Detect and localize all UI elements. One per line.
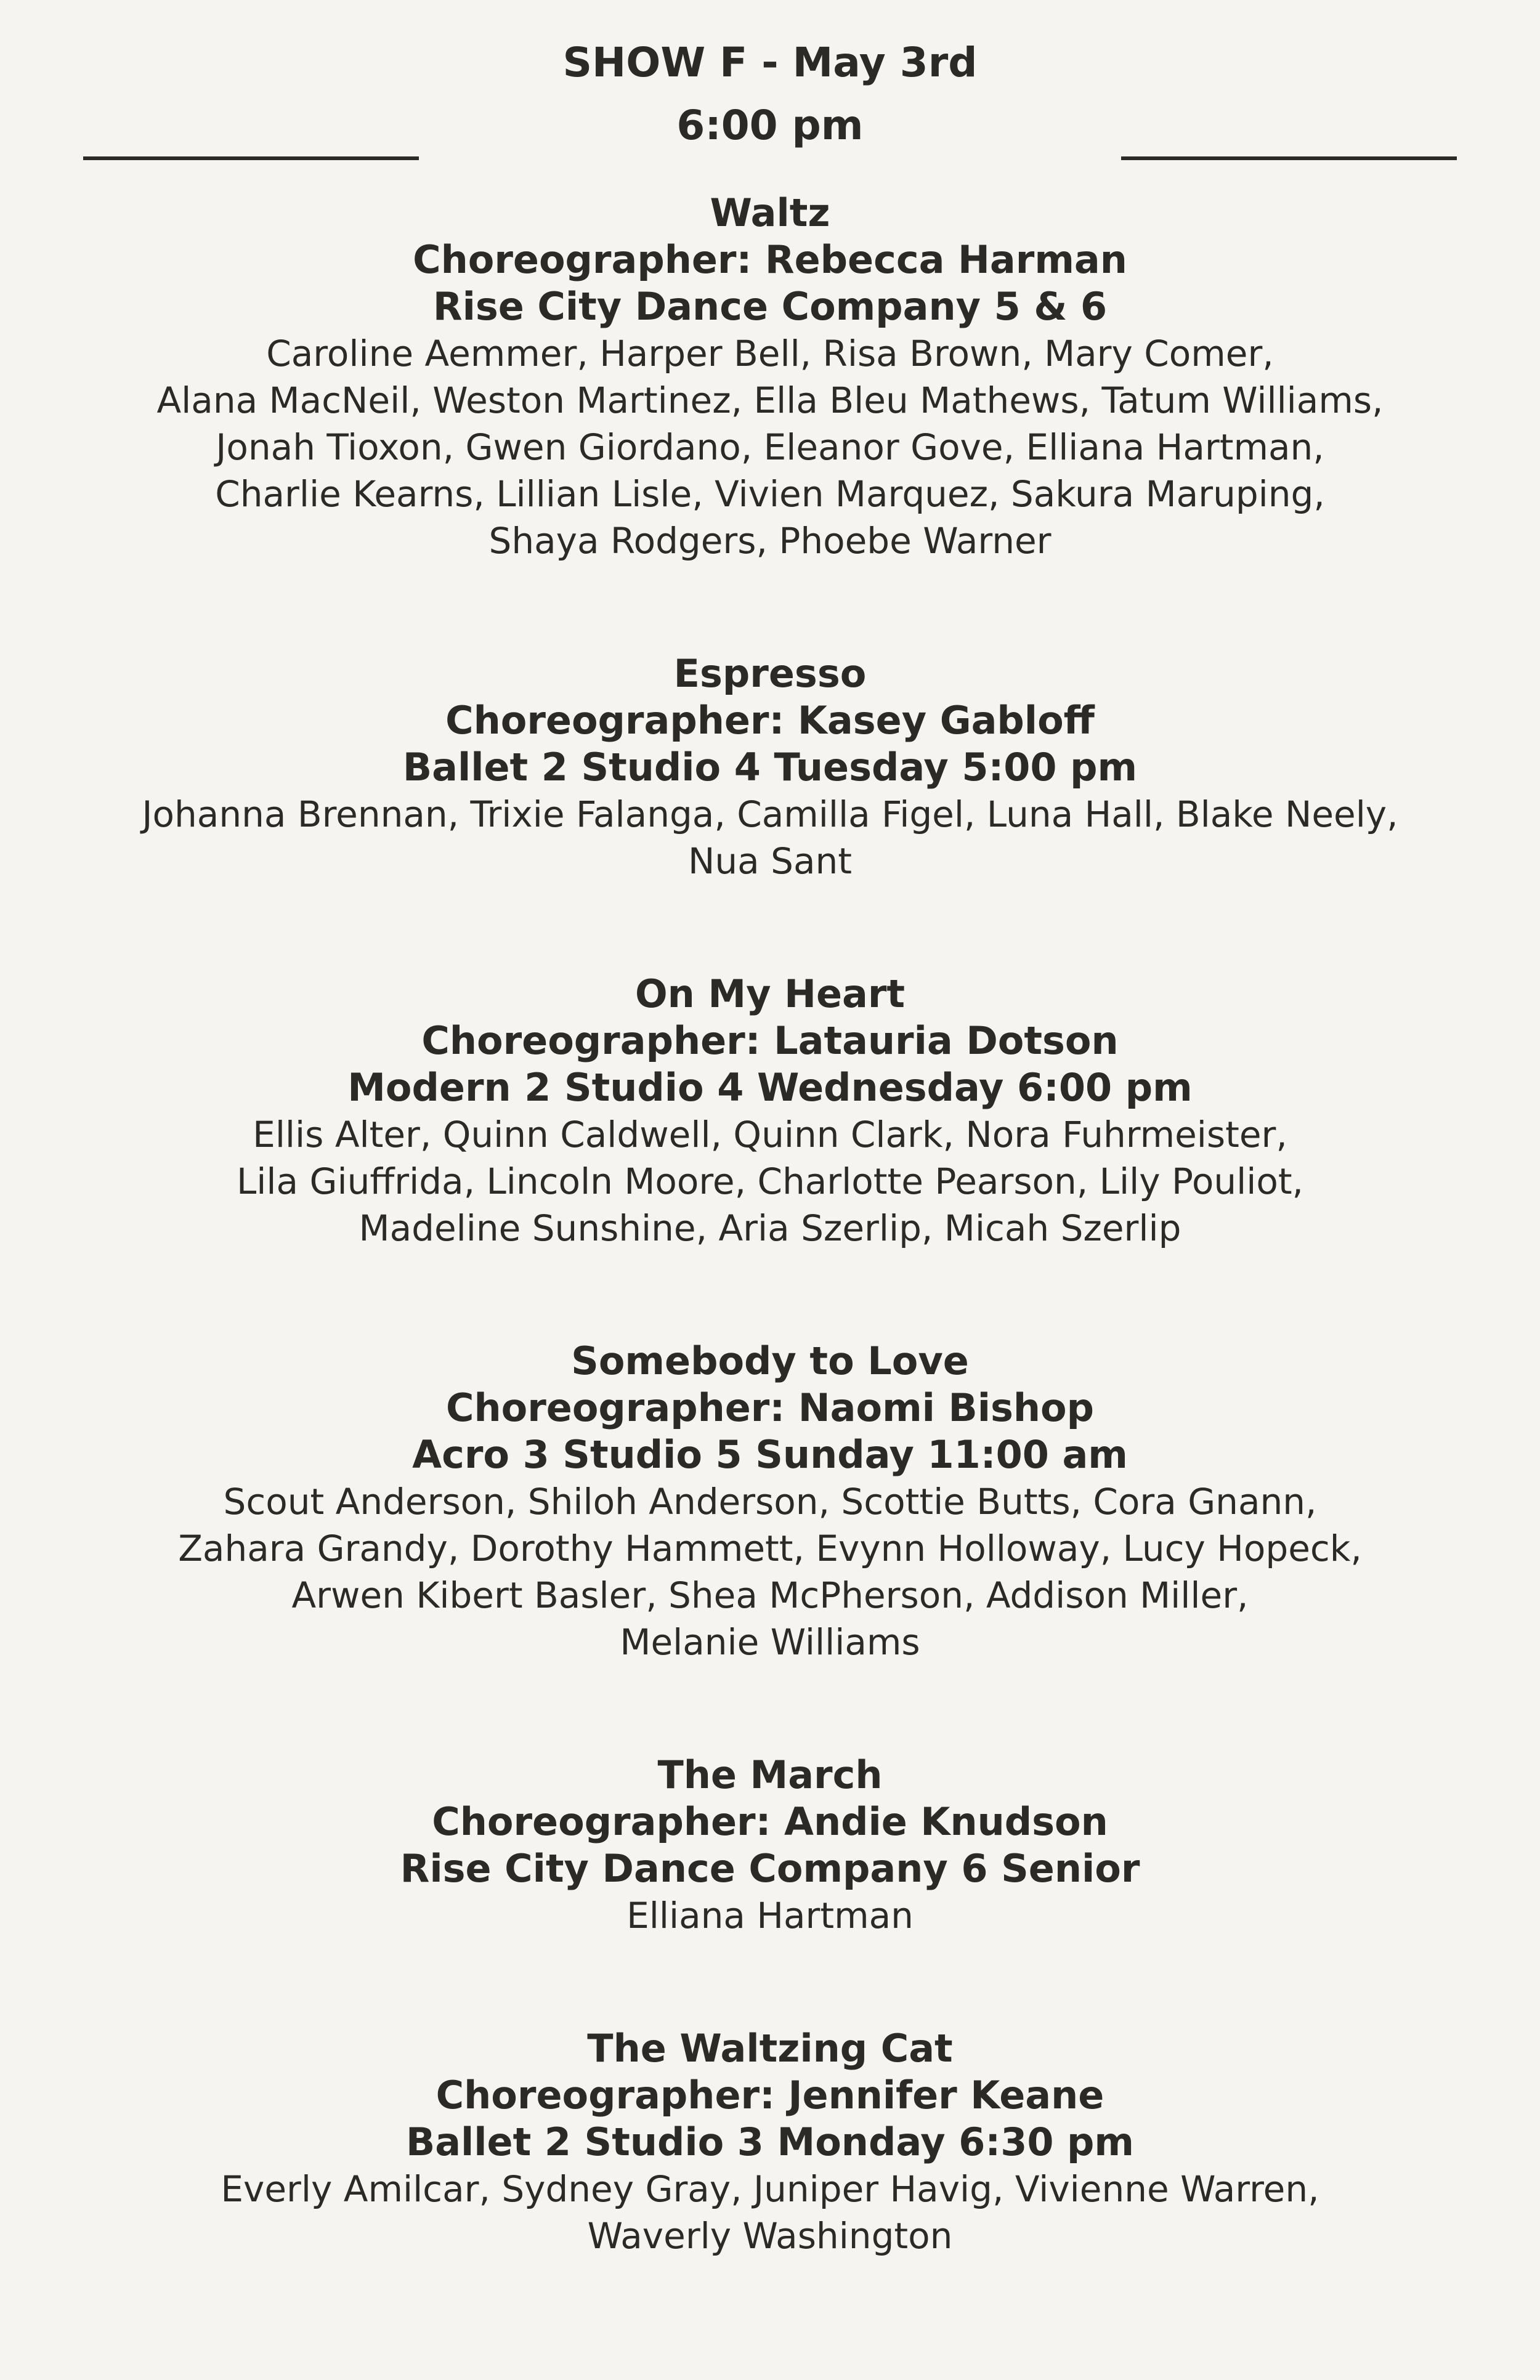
act-title: Somebody to Love <box>571 1338 969 1383</box>
act-entry <box>77 1338 1463 1666</box>
performer-line: Caroline Aemmer, Harper Bell, Risa Brown, Mary Comer, <box>266 333 1274 374</box>
act-choreographer: Choreographer: Naomi Bishop <box>445 1385 1095 1430</box>
performer-line: Everly Amilcar, Sydney Gray, Juniper Havig, Vivienne Warren, <box>221 2168 1319 2210</box>
program-list <box>77 190 1463 2259</box>
performer-line: Arwen Kibert Basler, Shea McPherson, Addison Miller, <box>291 1574 1249 1616</box>
show-time: 6:00 pm <box>676 102 864 149</box>
act-class: Rise City Dance Company 6 Senior <box>400 1846 1140 1891</box>
act-performers <box>77 1111 1463 1252</box>
act-title: The March <box>657 1752 883 1797</box>
act-entry <box>77 1752 1463 1939</box>
act-class: Rise City Dance Company 5 & 6 <box>432 284 1108 329</box>
act-performers <box>77 2166 1463 2259</box>
performer-line: Zahara Grandy, Dorothy Hammett, Evynn Holloway, Lucy Hopeck, <box>178 1528 1362 1569</box>
act-choreographer: Choreographer: Kasey Gabloff <box>445 698 1095 743</box>
act-choreographer: Choreographer: Latauria Dotson <box>421 1018 1119 1063</box>
act-class: Ballet 2 Studio 4 Tuesday 5:00 pm <box>402 745 1138 790</box>
act-performers <box>77 1478 1463 1666</box>
performer-line: Waverly Washington <box>587 2215 953 2257</box>
performer-line: Charlie Kearns, Lillian Lisle, Vivien Marquez, Sakura Maruping, <box>215 473 1325 515</box>
performer-line: Melanie Williams <box>620 1621 920 1663</box>
act-choreographer: Choreographer: Andie Knudson <box>432 1799 1108 1844</box>
act-title: On My Heart <box>634 971 906 1016</box>
act-title: The Waltzing Cat <box>587 2026 953 2071</box>
act-entry <box>77 971 1463 1252</box>
performer-line: Ellis Alter, Quinn Caldwell, Quinn Clark, Nora Fuhrmeister, <box>253 1114 1287 1156</box>
act-entry <box>77 2025 1463 2259</box>
act-choreographer: Choreographer: Rebecca Harman <box>413 237 1127 282</box>
header-divider-right <box>1121 156 1457 160</box>
header-divider-left <box>83 156 419 160</box>
act-choreographer: Choreographer: Jennifer Keane <box>436 2073 1104 2118</box>
performer-line: Madeline Sunshine, Aria Szerlip, Micah Szerlip <box>359 1207 1181 1249</box>
performer-line: Johanna Brennan, Trixie Falanga, Camilla Figel, Luna Hall, Blake Neely, <box>142 793 1398 835</box>
act-performers <box>77 791 1463 884</box>
performer-line: Shaya Rodgers, Phoebe Warner <box>488 520 1052 562</box>
performer-line: Scout Anderson, Shiloh Anderson, Scottie Butts, Cora Gnann, <box>223 1481 1317 1523</box>
act-performers <box>77 1892 1463 1939</box>
act-class: Acro 3 Studio 5 Sunday 11:00 am <box>412 1432 1128 1477</box>
act-entry <box>77 190 1463 564</box>
act-performers <box>77 330 1463 564</box>
act-class: Ballet 2 Studio 3 Monday 6:30 pm <box>405 2119 1135 2164</box>
performer-line: Lila Giuffrida, Lincoln Moore, Charlotte Pearson, Lily Pouliot, <box>236 1160 1303 1202</box>
act-class: Modern 2 Studio 4 Wednesday 6:00 pm <box>347 1065 1193 1110</box>
act-title: Espresso <box>673 651 867 696</box>
performer-line: Alana MacNeil, Weston Martinez, Ella Bleu Mathews, Tatum Williams, <box>156 379 1384 421</box>
show-title: SHOW F - May 3rd <box>562 39 978 86</box>
performer-line: Elliana Hartman <box>626 1895 914 1937</box>
performer-line: Jonah Tioxon, Gwen Giordano, Eleanor Gove, Elliana Hartman, <box>216 426 1324 468</box>
act-title: Waltz <box>710 190 830 235</box>
performer-line: Nua Sant <box>688 840 852 882</box>
act-entry <box>77 650 1463 884</box>
